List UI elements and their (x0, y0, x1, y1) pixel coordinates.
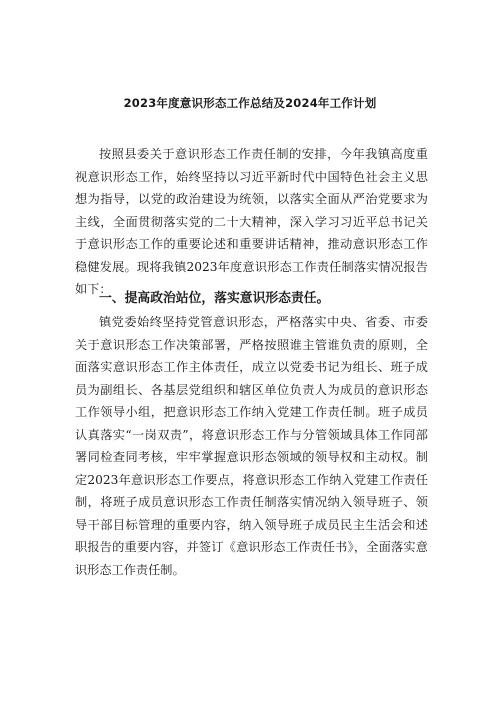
intro-paragraph: 按照县委关于意识形态工作责任制的安排，今年我镇高度重视意识形态工作，始终坚持以习近平新时代中国特色社会主义思想为指导，以党的政治建设为统领，以落实全面从严治党要求为主线，全面贯彻落实党的二十大精神，深入学习习近平总书记关于意识形态工作的重要论述和重要讲话精神，推动意识形态工作稳健发展。现将我镇2023年度意识形态工作责任制落实情况报告如下： (75, 147, 428, 296)
document-title: 2023年度意识形态工作总结及2024年工作计划 (123, 96, 377, 110)
section-paragraph: 镇党委始终坚持党管意识形态，严格落实中央、省委、市委关于意识形态工作决策部署，严格按照谁主管谁负责的原则，全面落实意识形态工作主体责任，成立以党委书记为组长、班子成员为副组长、各基层党组织和辖区单位负责人为成员的意识形态工作领导小组，把意识形态工作纳入党建工作责任制。班子成员认真落实“一岗双责”，将意识形态工作与分管领域具体工作同部署同检查同考核，牢牢掌握意识形态领域的领导权和主动权。制定2023年意识形态工作要点，将意识形态工作纳入党建工作责任制，将班子成员意识形态工作责任制落实情况纳入领导班子、领导干部目标管理的重要内容，纳入领导班子成员民主生活会和述职报告的重要内容，并签订《意识形态工作责任书》，全面落实意识形态工作责任制。 (75, 315, 428, 577)
section-heading: 一、提高政治站位，落实意识形态责任。 (99, 291, 330, 306)
